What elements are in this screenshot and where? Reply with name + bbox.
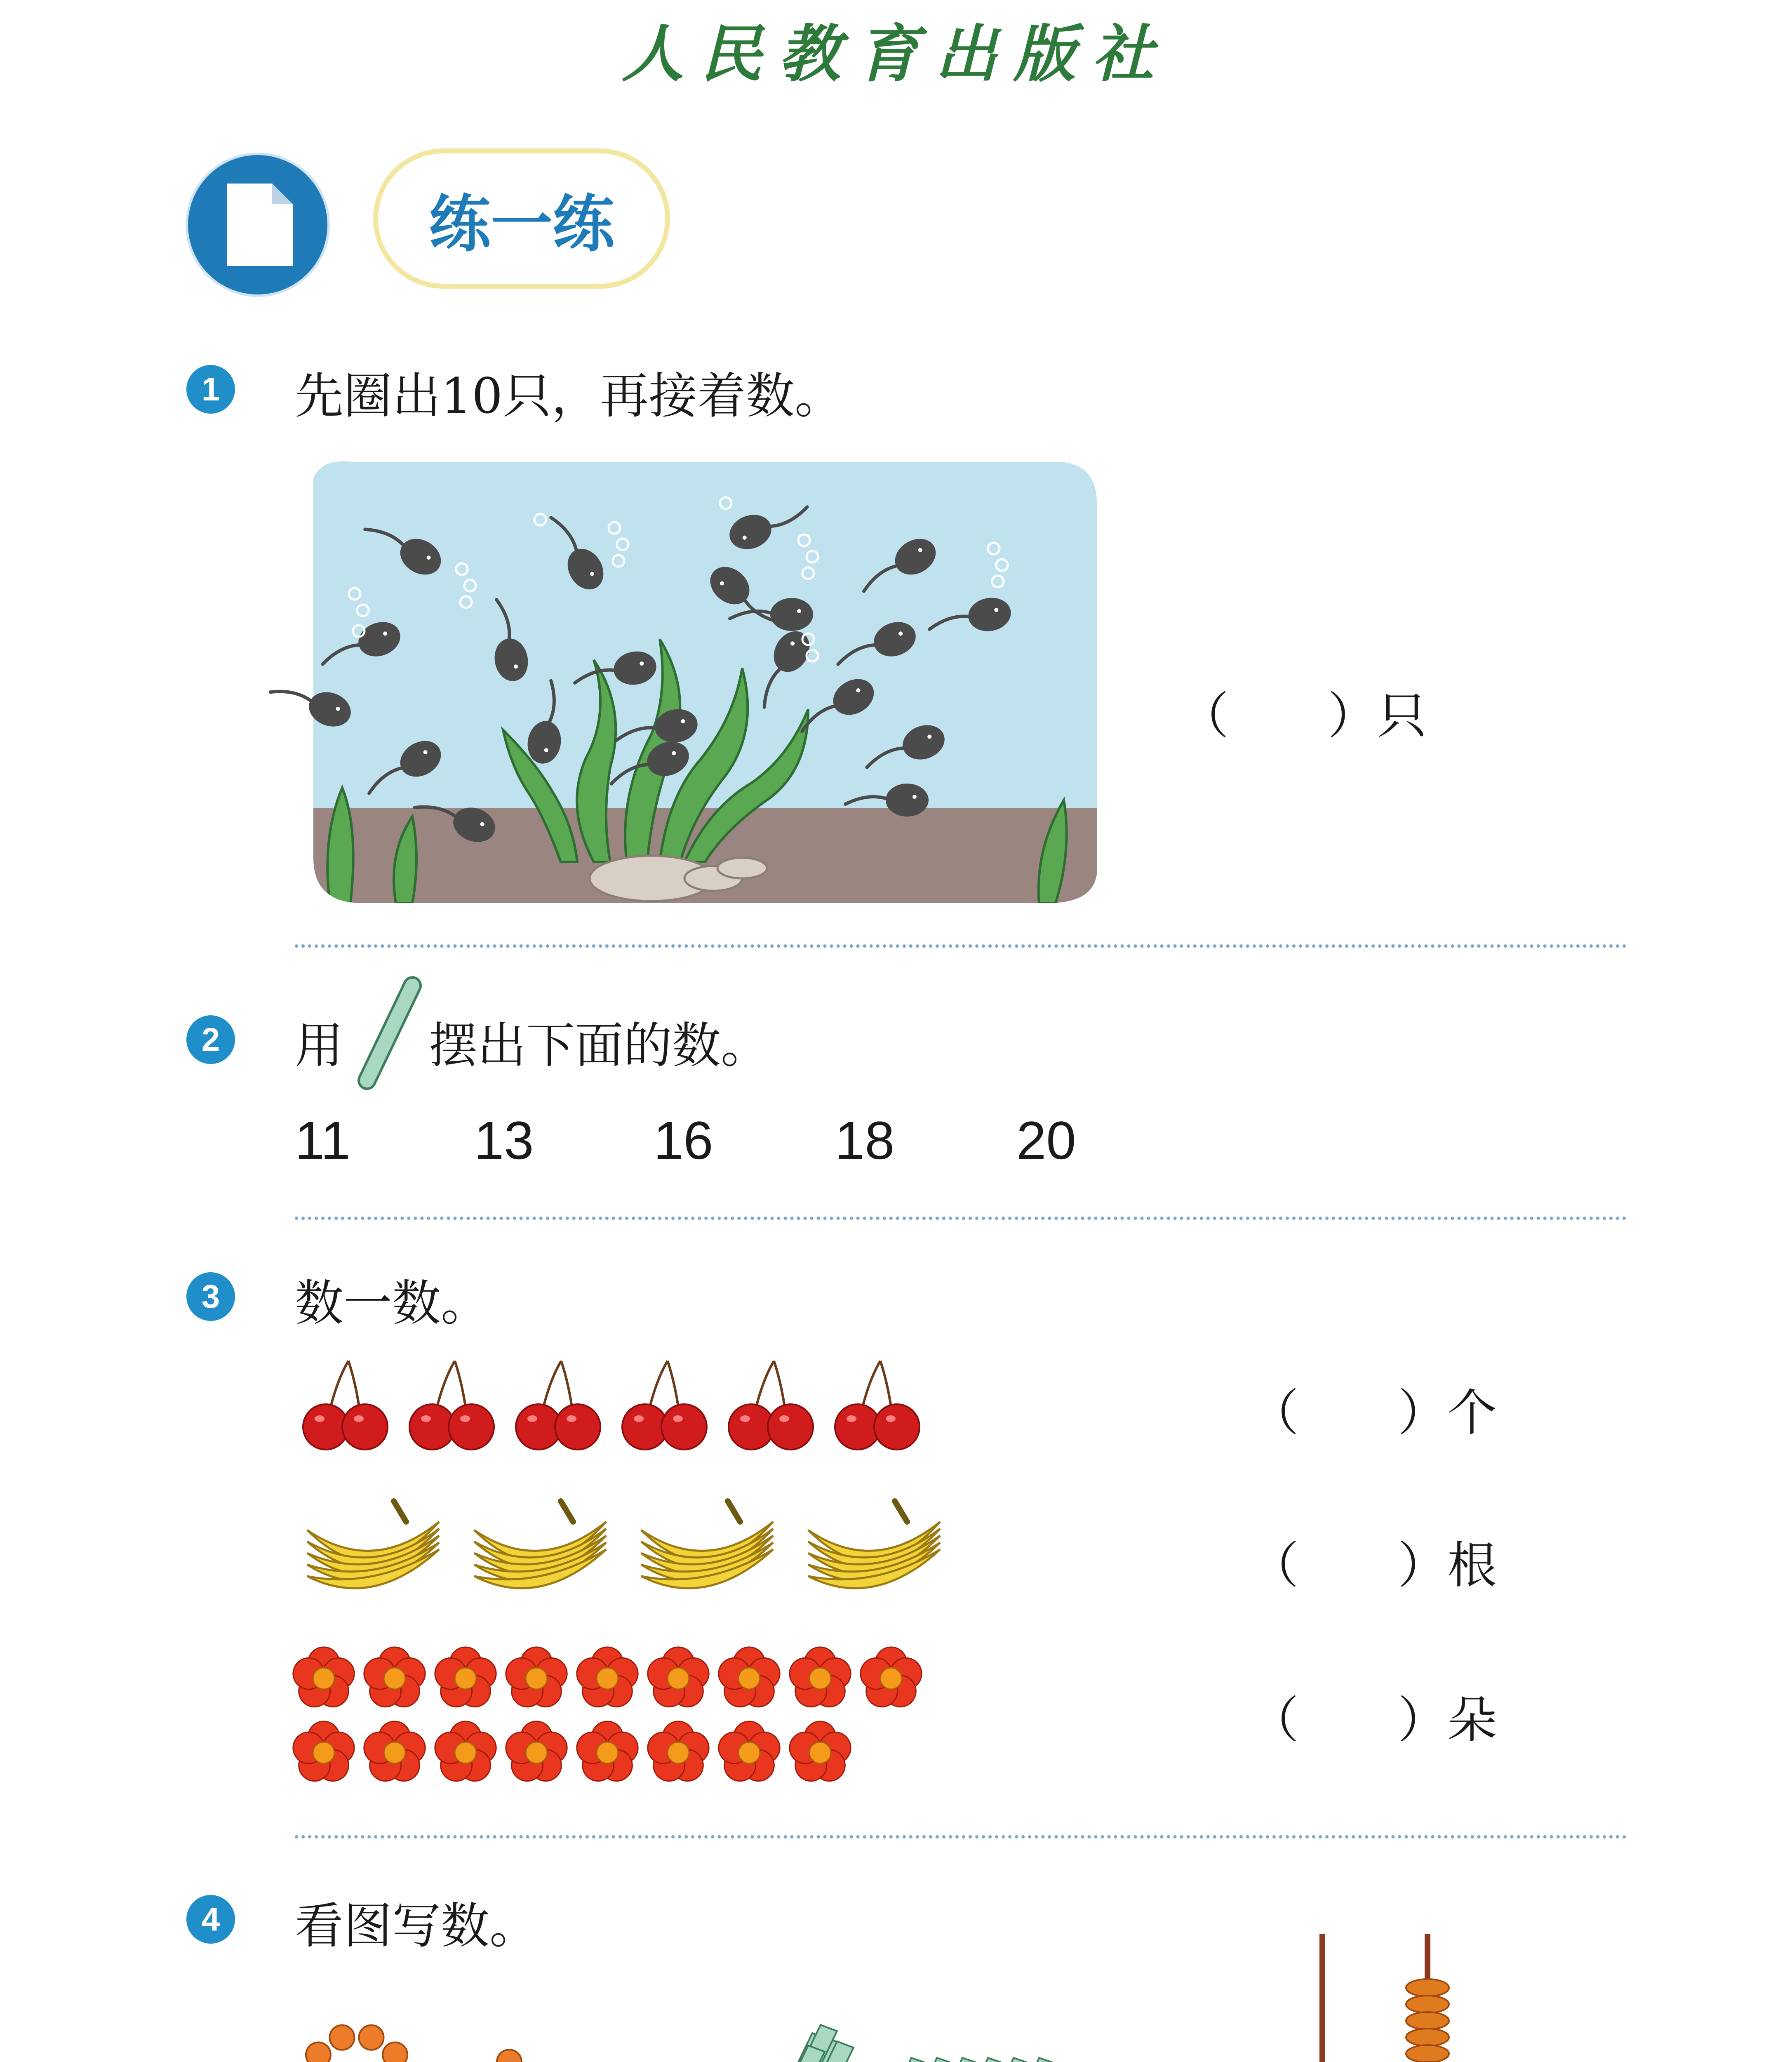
separator-1 bbox=[295, 944, 1627, 948]
flowers-illustration bbox=[295, 1645, 938, 1794]
flower bbox=[293, 1647, 354, 1707]
q2-number-5: 20 bbox=[1016, 1110, 1076, 1170]
abacus-bead bbox=[1406, 1996, 1449, 2013]
flower bbox=[790, 1647, 851, 1707]
bead bbox=[359, 2025, 384, 2050]
flower bbox=[364, 1721, 425, 1781]
question-number-2: 2 bbox=[186, 1015, 235, 1064]
q2-number-3: 16 bbox=[654, 1110, 713, 1170]
flower bbox=[861, 1647, 922, 1707]
q2-number-4: 18 bbox=[835, 1110, 895, 1170]
flower bbox=[506, 1647, 567, 1707]
question-2-text-before: 用 bbox=[295, 1017, 344, 1074]
q2-number-2: 13 bbox=[474, 1110, 534, 1170]
stick-bundle-illustration bbox=[742, 2021, 1031, 2062]
cherry-pair bbox=[409, 1361, 494, 1450]
q2-number-1: 11 bbox=[295, 1110, 350, 1170]
cherry-pair bbox=[729, 1361, 813, 1450]
cherry-pair bbox=[622, 1361, 707, 1450]
q1-answer-blank[interactable]: （ ）只 bbox=[1179, 687, 1427, 745]
abacus-bead bbox=[1406, 1979, 1449, 1996]
flower bbox=[648, 1721, 709, 1781]
flower bbox=[435, 1647, 496, 1707]
bead bbox=[329, 2025, 354, 2050]
q3-answer-bananas[interactable]: （ ）根 bbox=[1249, 1537, 1497, 1594]
question-number-1: 1 bbox=[186, 365, 235, 414]
publisher-header: 人民教育出版社 bbox=[621, 18, 1170, 90]
flower bbox=[364, 1647, 425, 1707]
flower bbox=[506, 1721, 567, 1781]
q3-answer-flowers[interactable]: （ ）朵 bbox=[1249, 1692, 1497, 1749]
tadpole-pond-illustration bbox=[297, 445, 1113, 916]
separator-2 bbox=[295, 1217, 1627, 1220]
flower bbox=[648, 1647, 709, 1707]
document-icon bbox=[183, 151, 332, 299]
bead bbox=[497, 2050, 522, 2062]
cherry-pair bbox=[835, 1361, 920, 1450]
banana-bunch bbox=[808, 1501, 940, 1588]
question-4-text: 看图写数。 bbox=[295, 1897, 539, 1954]
banana-bunch bbox=[474, 1501, 606, 1588]
bead bbox=[306, 2042, 331, 2062]
flower bbox=[293, 1721, 354, 1781]
question-2-text-after: 摆出下面的数。 bbox=[429, 1017, 770, 1074]
flower bbox=[719, 1721, 780, 1781]
flower bbox=[790, 1721, 851, 1781]
banana-bunch bbox=[307, 1501, 439, 1588]
question-number-4: 4 bbox=[186, 1895, 235, 1944]
question-1-text: 先圈出10只，再接着数。 bbox=[295, 367, 844, 424]
cherry-pair bbox=[516, 1361, 600, 1450]
cherries-illustration bbox=[295, 1357, 938, 1456]
flower bbox=[577, 1721, 638, 1781]
beads-illustration bbox=[295, 2021, 571, 2062]
separator-3 bbox=[295, 1835, 1627, 1838]
abacus-illustration bbox=[1266, 1926, 1497, 2062]
stick bbox=[866, 2058, 924, 2062]
question-number-3: 3 bbox=[186, 1272, 235, 1321]
flower bbox=[577, 1647, 638, 1707]
bead bbox=[383, 2042, 407, 2062]
bananas-illustration bbox=[295, 1493, 971, 1625]
flower bbox=[719, 1647, 780, 1707]
cherry-pair bbox=[303, 1361, 388, 1450]
counting-stick-icon bbox=[350, 977, 433, 1089]
flower bbox=[435, 1721, 496, 1781]
q3-answer-cherries[interactable]: （ ）个 bbox=[1249, 1384, 1497, 1442]
abacus-bead bbox=[1406, 2029, 1449, 2046]
abacus-bead bbox=[1406, 2045, 1449, 2062]
banana-bunch bbox=[641, 1501, 773, 1588]
section-title: 练一练 bbox=[373, 148, 670, 289]
question-3-text: 数一数。 bbox=[295, 1275, 490, 1332]
abacus-bead bbox=[1406, 2012, 1449, 2029]
